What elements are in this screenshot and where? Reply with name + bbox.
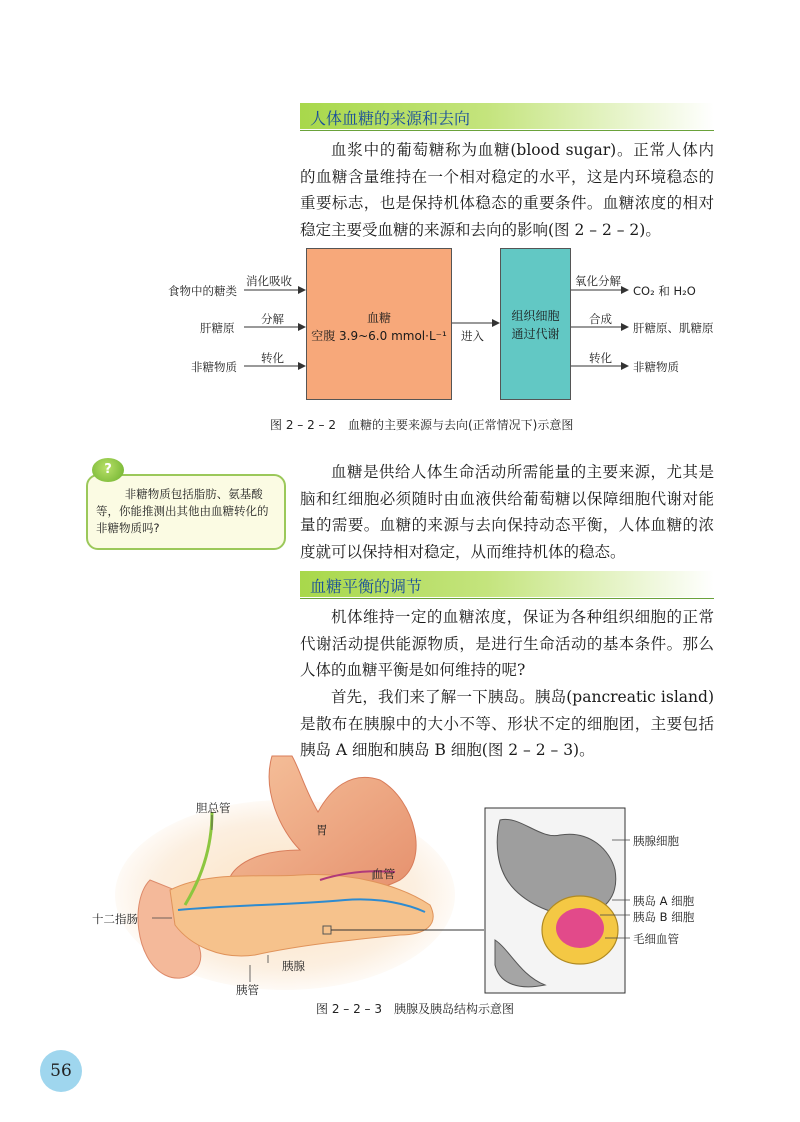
label-pancreas: 胰腺 (282, 959, 305, 973)
question-icon: ? (92, 458, 124, 482)
note-text: 非糖物质包括脂肪、氨基酸等，你能推测出其他由血糖转化的非糖物质吗? (96, 487, 269, 535)
arrow-label-convert: 转化 (261, 351, 284, 365)
arrow-label-convert-out: 转化 (589, 351, 612, 365)
arrow-label-synthesis: 合成 (589, 312, 612, 326)
figure-caption-2-2-2: 图 2 – 2 – 2 血糖的主要来源与去向(正常情况下)示意图 (270, 418, 574, 432)
arrow-label-enter: 进入 (461, 329, 484, 343)
tissue-line2: 通过代谢 (511, 327, 560, 341)
page-number: 56 (40, 1050, 82, 1092)
paragraph-blood-sugar-energy: 血糖是供给人体生命活动所需能量的主要来源，尤其是脑和红细胞必须随时由血液供给葡萄糖以保障细胞代谢对能量的需要。血糖的来源与去向保持动态平衡，人体血糖的浓度就可以保持相对稳定，从而维持机体的稳态。 (300, 463, 714, 561)
output-non-sugar: 非糖物质 (633, 360, 679, 374)
source-non-sugar: 非糖物质 (191, 360, 237, 374)
source-liver-glycogen: 肝糖原 (200, 321, 235, 335)
label-islet-b-cell: 胰岛 B 细胞 (633, 910, 695, 924)
output-co2-water: CO₂ 和 H₂O (633, 284, 696, 298)
blood-sugar-title: 血糖 (366, 311, 391, 325)
label-duodenum: 十二指肠 (92, 912, 138, 926)
arrow-label-digestion: 消化吸收 (246, 274, 292, 288)
label-capillary: 毛细血管 (633, 932, 679, 946)
paragraph-pancreatic-island: 首先，我们来了解一下胰岛。胰岛(pancreatic island)是散布在胰腺中的大小不等、形状不定的细胞团，主要包括胰岛 A 细胞和胰岛 B 细胞(图 2 – 2 – 3)。 (300, 688, 714, 759)
blood-sugar-range: 空腹 3.9~6.0 mmol·L⁻¹ (311, 329, 447, 343)
label-bile-duct: 胆总管 (196, 801, 231, 815)
figure-caption-2-2-3: 图 2 – 2 – 3 胰腺及胰岛结构示意图 (316, 1002, 514, 1016)
arrow-label-decompose: 分解 (261, 312, 284, 326)
label-vessel: 血管 (372, 867, 395, 881)
paragraph-blood-sugar-definition: 血浆中的葡萄糖称为血糖(blood sugar)。正常人体内的血糖含量维持在一个相对稳定的水平，这是内环境稳态的重要标志，也是保持机体稳态的重要条件。血糖浓度的相对稳定主要受血糖的来源和去向的影响(图 2 – 2 – 2)。 (300, 141, 714, 239)
label-stomach: 胃 (316, 823, 328, 837)
label-islet-a-cell: 胰岛 A 细胞 (633, 894, 695, 908)
section-title: 人体血糖的来源和去向 (310, 109, 471, 128)
tissue-line1: 组织细胞 (511, 309, 560, 323)
section-title: 血糖平衡的调节 (310, 577, 423, 596)
paragraph-regulation-intro: 机体维持一定的血糖浓度，保证为各种组织细胞的正常代谢活动提供能源物质，是进行生命活动的基本条件。那么人体的血糖平衡是如何维持的呢? (300, 608, 714, 679)
arrow-label-oxidation: 氧化分解 (575, 274, 621, 288)
source-food: 食物中的糖类 (168, 284, 237, 298)
output-glycogen: 肝糖原、肌糖原 (633, 321, 714, 335)
label-acinar-cell: 胰腺细胞 (633, 834, 679, 848)
label-pancreatic-duct: 胰管 (236, 983, 259, 997)
